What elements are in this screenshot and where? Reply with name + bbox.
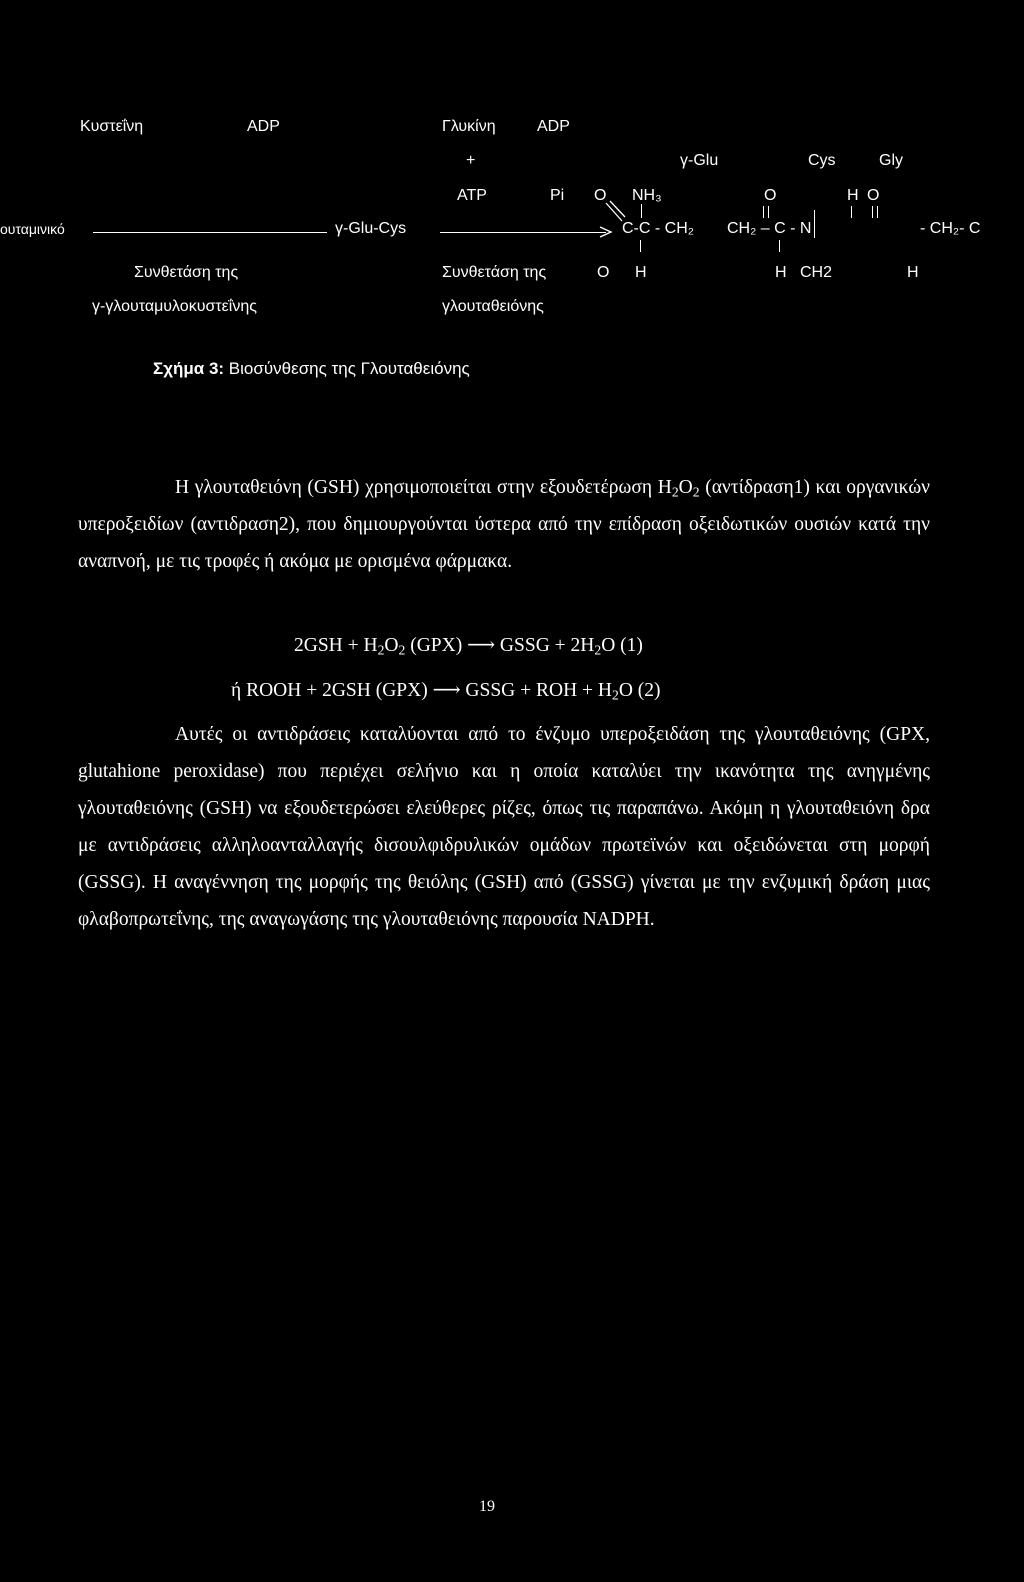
bond-n <box>814 210 815 238</box>
bond-o-2b <box>768 206 769 218</box>
label-synthesis-1: Συνθετάση της <box>134 264 239 281</box>
reaction-2: ή ROOH + 2GSH (GPX) ⟶ GSSG + ROH + $H_2O$ (2) <box>231 680 661 703</box>
label-h-1: H <box>847 187 859 204</box>
label-nh3: NH₃ <box>632 187 662 204</box>
label-gamma-glu-cys: γ-Glu-Cys <box>335 220 407 237</box>
label-gly: Gly <box>879 152 903 169</box>
bond-h-1 <box>640 240 641 252</box>
label-h-3: H <box>775 264 787 281</box>
label-adp-1: ADP <box>247 118 280 135</box>
label-o-4: O <box>597 264 610 281</box>
label-o-3: O <box>867 187 880 204</box>
bond-h-top <box>851 206 852 218</box>
label-adp-2: ADP <box>537 118 570 135</box>
label-h-2: H <box>635 264 647 281</box>
label-pi: Pi <box>550 187 565 204</box>
bond-nh3 <box>641 204 642 218</box>
label-enzyme-1: γ-γλουταμυλοκυστεΐνης <box>92 298 257 315</box>
bond-h-2 <box>779 240 780 252</box>
label-glutamine: ουταμινικό <box>0 221 65 237</box>
paragraph-2: Αυτές οι αντιδράσεις καταλύονται από το ένζυμο υπεροξειδάση της γλουταθειόνης (GPX, glutahione peroxidase) που περιέχει σελήνιο και η οποία καταλύει την ικανότητα της ανηγμένης γλουταθειόνης (GSH) να εξουδετερώσει ελεύθερες ρίζες, όπως τις παραπάνω. Ακόμη η γλουταθειόνη δρα με αντιδράσεις αλληλοανταλλαγής δισουλφιδρυλικών ομάδων πρωτεϊνών και οξειδώνεται στη μορφή (GSSG). Η αναγέννηση της μορφής της θειόλης (GSH) από (GSSG) γίνεται με την ενζυμική δράση μιας φλαβοπρωτεΐνης, της αναγωγάσης της γλουταθειόνης παρουσία NADPH. <box>78 724 930 930</box>
label-c-c-ch2: C-C - CH₂ <box>622 220 694 237</box>
label-h-4: H <box>907 264 919 281</box>
label-gamma-glu: γ-Glu <box>680 152 719 169</box>
label-atp: ATP <box>457 187 487 204</box>
arrow-line-1 <box>93 232 327 233</box>
paragraph-1: Η γλουταθειόνη (GSH) χρησιμοποιείται στην εξουδετέρωση $H_2O_2$ (αντίδραση1) και οργανικών υπεροξειδίων (αντιδραση2), που δημιουργούνται ύστερα από την επίδραση οξειδωτικών ουσιών κατά την αναπνοή, με τις τροφές ή ακόμα με ορισμένα φάρμακα. <box>78 477 930 572</box>
label-cys: Cys <box>808 152 836 169</box>
figure-caption <box>153 359 470 379</box>
bond-o-3b <box>877 206 878 218</box>
label-ch2: CH2 <box>800 264 833 281</box>
label-synthesis-2: Συνθετάση της <box>442 264 547 281</box>
reaction-1: $2GSH + H_2O_2$ (GPX) ⟶ GSSG + $2H_2O$ (1) <box>294 635 643 658</box>
label-plus: + <box>466 152 476 169</box>
label-enzyme-2: γλουταθειόνης <box>442 298 544 315</box>
figure-caption-text: Βιοσύνθεσης της Γλουταθειόνης <box>224 359 470 378</box>
label-ch2-c-n: CH₂ – C - N <box>727 220 812 237</box>
arrow-line-2 <box>440 232 606 233</box>
label-glycine: Γλυκίνη <box>442 118 496 135</box>
label-ch2-c-end: - CH₂- C <box>920 220 981 237</box>
bond-o-2a <box>763 206 764 218</box>
label-o-2: O <box>764 187 777 204</box>
label-o-1: O <box>594 187 607 204</box>
bond-o-3a <box>872 206 873 218</box>
figure-caption-label: Σχήμα 3: <box>153 359 225 378</box>
page-number: 19 <box>479 1498 495 1515</box>
label-cysteine: Κυστεΐνη <box>80 118 144 135</box>
arrow-head-icon <box>598 224 614 240</box>
